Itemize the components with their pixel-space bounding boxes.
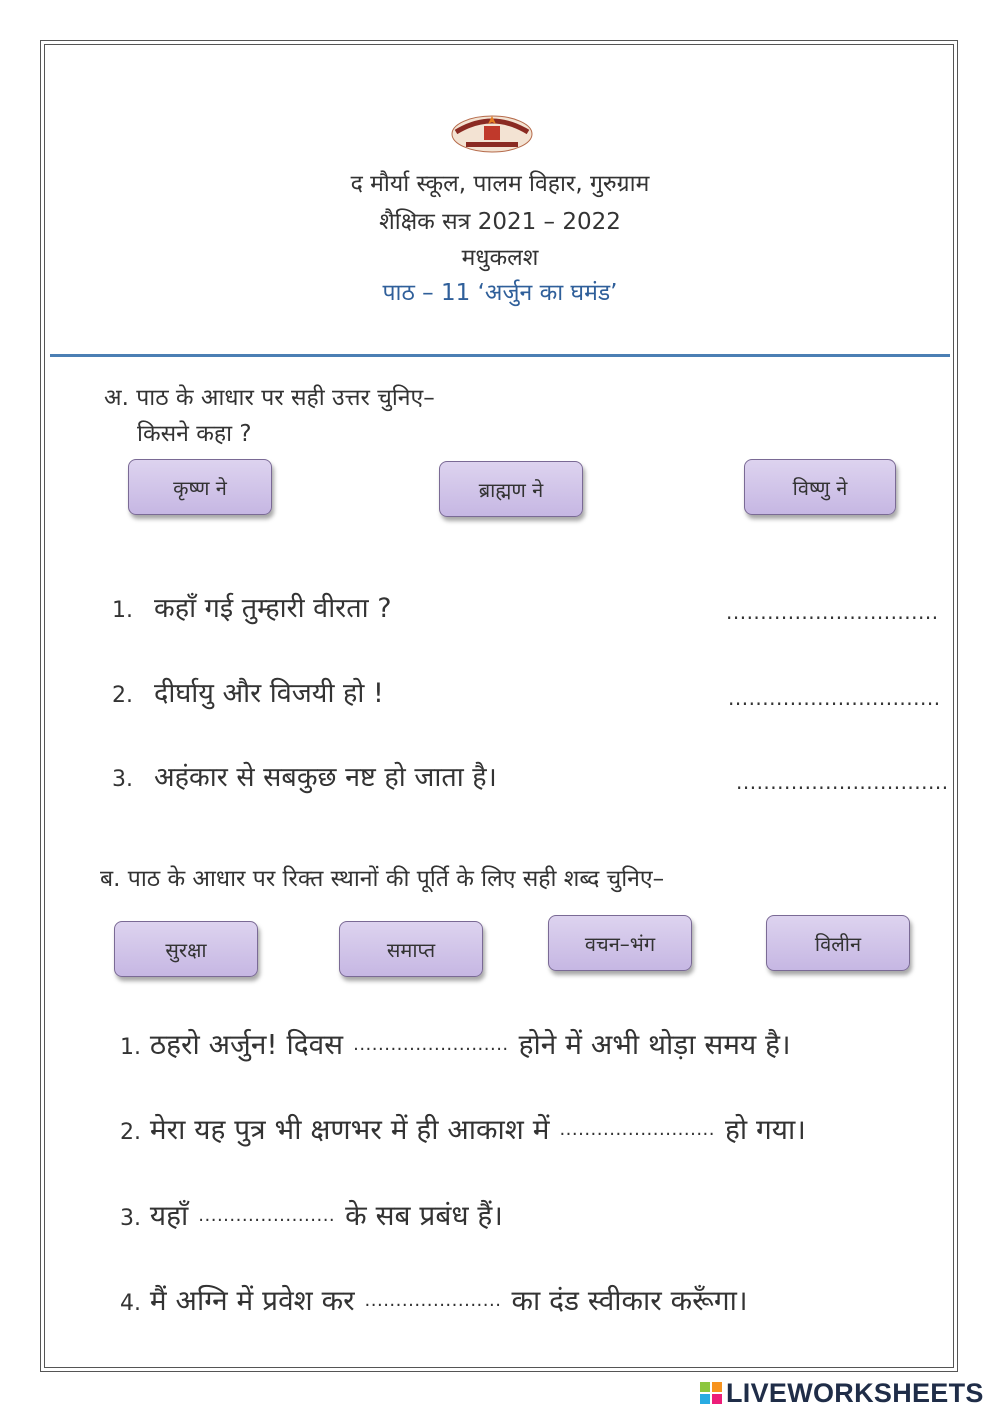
question-text-before: मैं अग्नि में प्रवेश कर <box>149 1284 355 1317</box>
question-b1 <box>120 1025 791 1063</box>
question-a2 <box>112 673 384 710</box>
option-brahman[interactable]: ब्राह्मण ने <box>439 461 583 517</box>
question-number: 3. <box>112 767 133 792</box>
question-text-before: ठहरो अर्जुन! दिवस <box>149 1028 344 1061</box>
option-krishna[interactable]: कृष्ण ने <box>128 459 272 515</box>
question-b4 <box>120 1281 748 1319</box>
option-vachan-bhang[interactable]: वचन–भंग <box>548 915 692 971</box>
school-name: द मौर्या स्कूल, पालम विहार, गुरुग्राम <box>350 171 650 197</box>
question-number: 4. <box>120 1291 141 1316</box>
section-a-instruction: अ. पाठ के आधार पर सही उत्तर चुनिए– <box>104 385 435 411</box>
question-a1 <box>112 588 392 625</box>
academic-session: शैक्षिक सत्र 2021 – 2022 <box>379 209 621 235</box>
lesson-title: पाठ – 11 ‘अर्जुन का घमंड’ <box>382 280 618 306</box>
question-text-before: मेरा यह पुत्र भी क्षणभर में ही आकाश में <box>149 1113 550 1146</box>
question-b2 <box>120 1110 806 1148</box>
answer-blank-a3[interactable]: ............................... <box>736 770 949 794</box>
option-vileen[interactable]: विलीन <box>766 915 910 971</box>
question-text-after: का दंड स्वीकार करूँगा। <box>511 1284 748 1317</box>
question-text-after: हो गया। <box>725 1113 806 1146</box>
question-a3 <box>112 757 497 794</box>
question-number: 2. <box>112 683 133 708</box>
answer-blank-a1[interactable]: ............................... <box>726 600 939 624</box>
question-number: 1. <box>112 598 133 623</box>
question-number: 1. <box>120 1035 141 1060</box>
question-text: कहाँ गई तुम्हारी वीरता ? <box>154 593 392 624</box>
question-text-after: होने में अभी थोड़ा समय है। <box>518 1028 791 1061</box>
question-number: 2. <box>120 1120 141 1145</box>
header-divider <box>50 354 950 357</box>
answer-blank-b3[interactable]: ...................... <box>198 1205 336 1226</box>
answer-blank-b1[interactable]: ......................... <box>353 1034 509 1055</box>
question-text: दीर्घायु और विजयी हो ! <box>154 678 384 709</box>
question-text: अहंकार से सबकुछ नष्ट हो जाता है। <box>154 762 497 793</box>
option-samapt[interactable]: समाप्त <box>339 921 483 977</box>
answer-blank-b4[interactable]: ...................... <box>364 1290 502 1311</box>
option-suraksha[interactable]: सुरक्षा <box>114 921 258 977</box>
section-b-instruction: ब. पाठ के आधार पर रिक्त स्थानों की पूर्ति के लिए सही शब्द चुनिए– <box>100 866 665 892</box>
liveworksheets-logo-icon <box>700 1382 722 1404</box>
question-number: 3. <box>120 1206 141 1231</box>
question-text-after: के सब प्रबंध हैं। <box>345 1199 503 1232</box>
school-logo <box>446 108 538 158</box>
question-text-before: यहाँ <box>149 1199 189 1232</box>
answer-blank-a2[interactable]: ............................... <box>728 686 941 710</box>
brand-name: LIVEWORKSHEETS <box>726 1377 984 1408</box>
option-vishnu[interactable]: विष्णु ने <box>744 459 896 515</box>
section-a-subprompt: किसने कहा ? <box>137 421 252 447</box>
book-title: मधुकलश <box>461 245 539 271</box>
question-b3 <box>120 1196 503 1234</box>
liveworksheets-brand[interactable] <box>700 1377 984 1409</box>
answer-blank-b2[interactable]: ......................... <box>559 1119 715 1140</box>
